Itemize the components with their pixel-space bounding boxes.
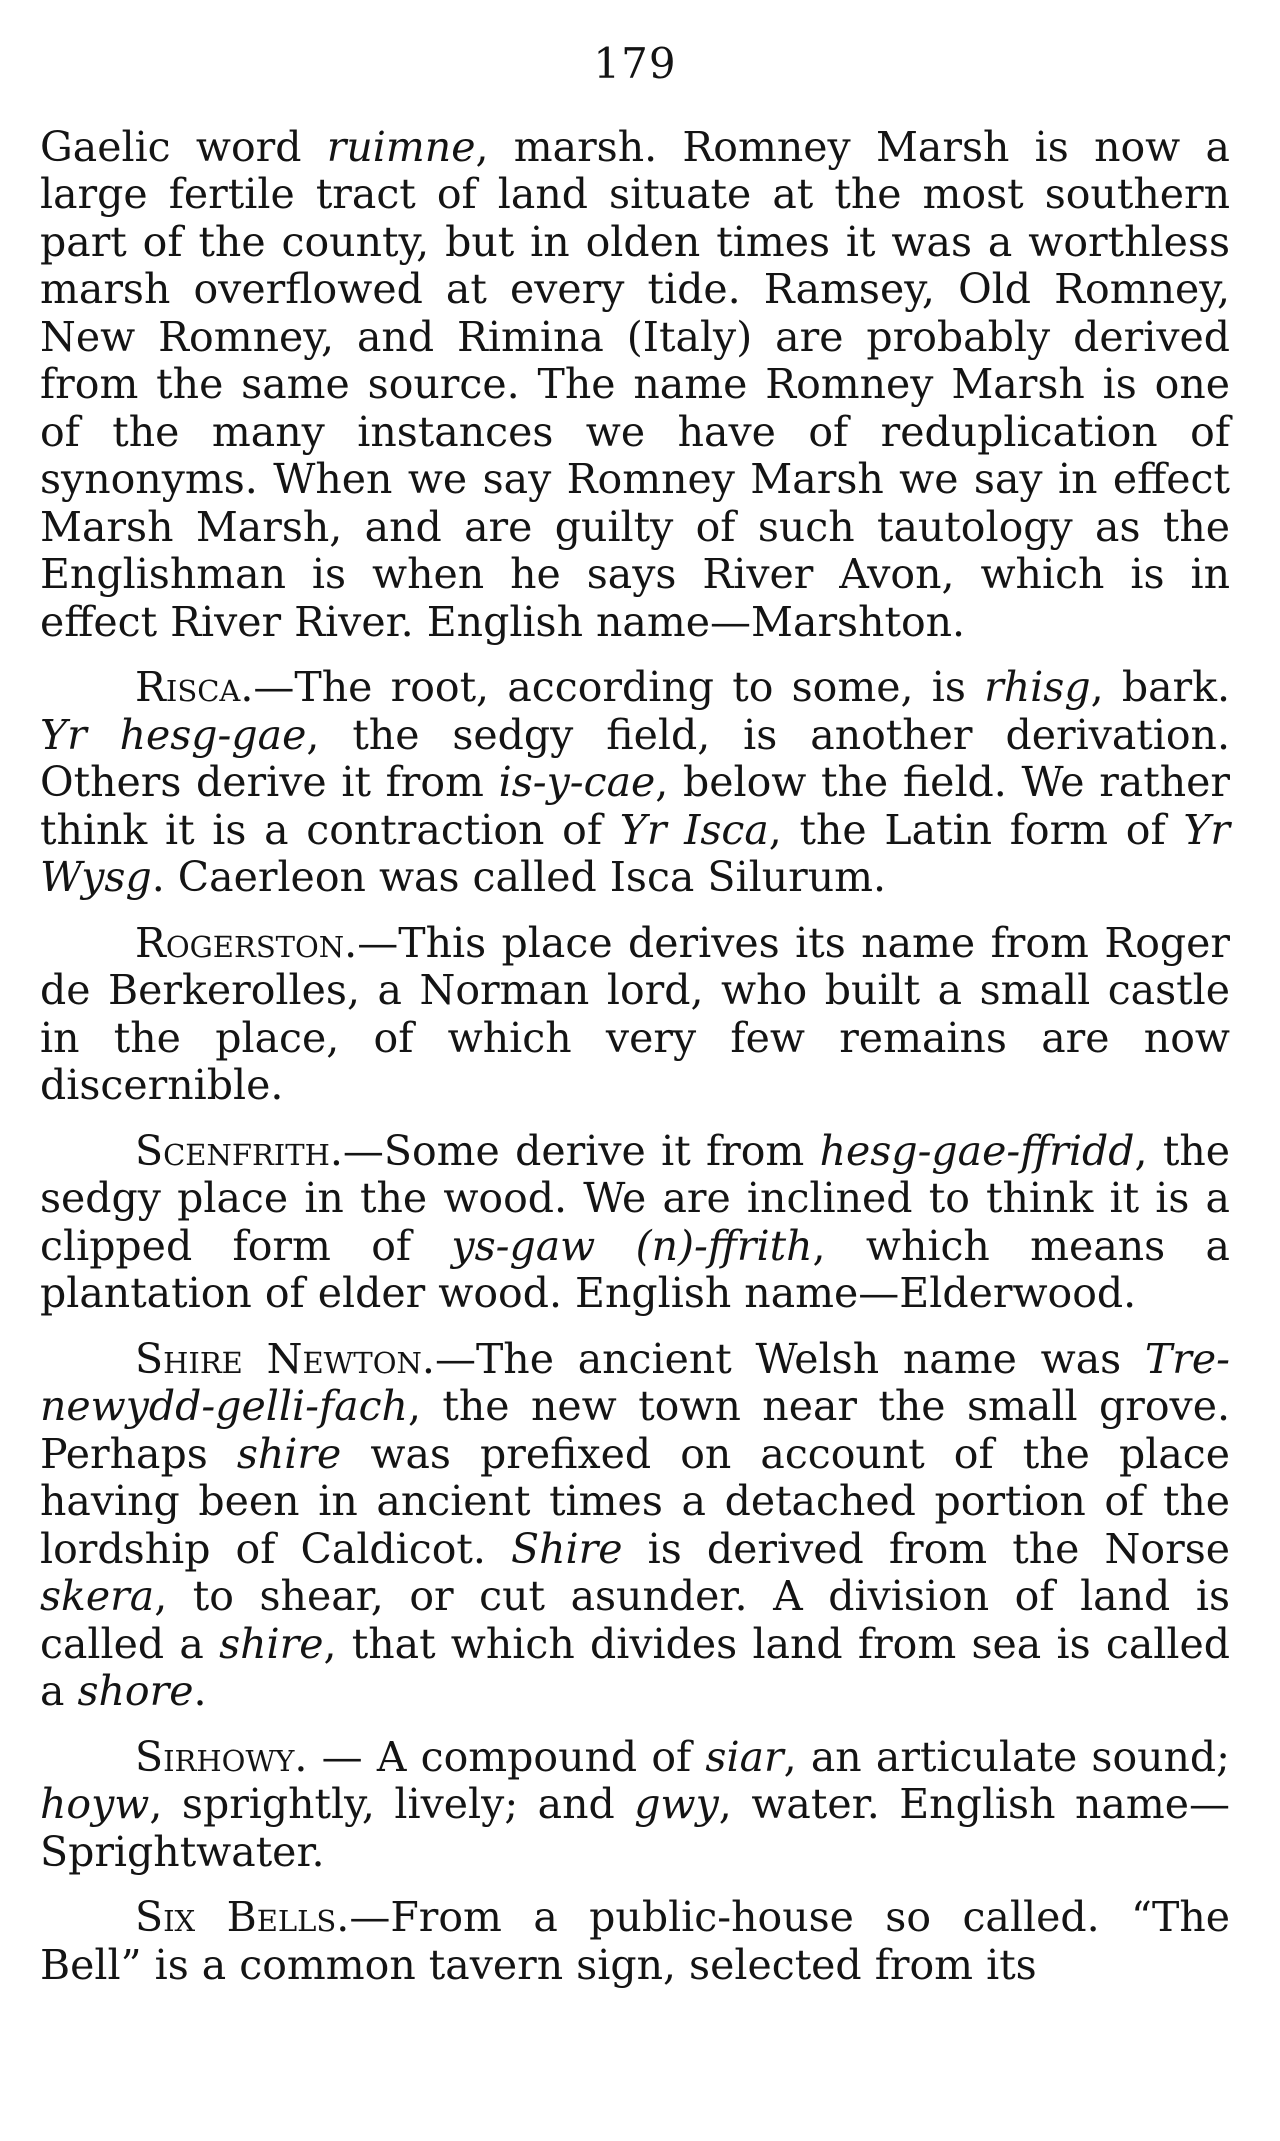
welsh-term: is-y-cae [498,758,656,806]
text-run: —The ancient Welsh name was [434,1334,1145,1383]
text-run: , that which divides land from sea is called a [40,1619,1230,1715]
text-run: . Caerleon was called Isca Silurum. [151,853,887,901]
welsh-term: ruimne [326,122,476,171]
text-run: , the new town near the small grove. Perhaps [40,1382,1230,1478]
text-run: , marsh. Romney Marsh is now a large fertile tract of land situate at the most southern part of the county, but in olden times it was a worthless marsh overflowed at every tide. Ramsey, Old Romney, New Romney, and Rimina (Italy) are probably derived from the same source. The name Romney Marsh is one of the many instances we have of reduplication of synonyms. When we say Romney Marsh we say in effect Marsh Marsh, and are guilty of such tautology as the Englishman is when he says River Avon, which is in effect River River. English name—Marshton. [40,122,1230,646]
welsh-term: Shire [511,1524,623,1573]
page-number: 179 [593,39,677,88]
welsh-term: skera [40,1572,155,1620]
text-run: , bark. [1090,663,1230,711]
entry-shire-newton [40,1336,1230,1716]
entry-six-bells [40,1894,1230,1989]
entry-heading: Scenfrith. [135,1126,343,1175]
text-run: , water. English name—Sprightwater. [40,1780,1230,1876]
paragraph-romney-continuation [40,124,1230,647]
entry-heading: Rogerston. [135,918,358,967]
text-run: — A compound of [307,1732,706,1781]
text-run: , the Latin form of [768,805,1184,854]
text-run: , sprightly, lively; and [149,1780,635,1828]
welsh-term: ys-gaw (n)-ffrith [451,1221,813,1270]
text-run: , below the field. We rather think it is a contraction of [40,758,1230,854]
text-run: . [193,1667,207,1715]
text-run: —Some derive it from [342,1126,820,1175]
welsh-term: gwy [634,1780,719,1828]
welsh-term: shire [236,1429,342,1478]
entry-risca [40,664,1230,902]
entry-heading: Six Bells. [135,1893,350,1941]
text-run: —This place derives its name from Roger de Berkerolles, a Norman lord, who built a small castle in the place, of which very few remains are now discernible. [40,918,1230,1109]
welsh-term: shore [77,1667,194,1715]
entry-heading: Sirhowy. [135,1732,308,1781]
entry-sirhowy [40,1734,1230,1877]
welsh-term: siar [705,1732,784,1781]
welsh-term: hoyw [40,1780,150,1828]
welsh-term: rhisg [984,663,1091,711]
text-run: , an articulate sound; [783,1732,1230,1781]
text-run: was prefixed on account of the place having been in ancient times a detached portion of the lordship of Caldicot. [40,1429,1231,1573]
welsh-term: shire [219,1619,324,1668]
text-run: , to shear, or cut asunder. A division of land is called a [40,1572,1230,1668]
book-page [40,40,1230,2007]
text-run: , which means a plantation of elder wood. English name—Elderwood. [40,1221,1230,1317]
welsh-term: Tre-newydd-gelli-fach [40,1334,1230,1430]
text-run: is derived from the Norse [622,1524,1230,1573]
text-run: Gaelic word [40,122,327,171]
text-run: —From a public-house so called. “The Bell” is a common tavern sign, selected from its [40,1893,1230,1989]
entry-scenfrith [40,1128,1230,1318]
entry-heading: Shire Newton. [135,1334,435,1383]
welsh-term: Yr Isca [619,805,769,854]
text-run: , the sedgy place in the wood. We are inclined to think it is a clipped form of [40,1126,1230,1270]
welsh-term: Yr hesg-gae [40,710,307,759]
welsh-term: Yr Wysg [40,805,1231,901]
welsh-term: hesg-gae-ffridd [819,1126,1135,1175]
text-run: —The root, according to some, is [253,663,985,711]
entry-rogerston [40,920,1230,1110]
text-run: , the sedgy field, is another derivation. Others derive it from [40,710,1230,806]
entry-heading: Risca. [135,663,254,711]
